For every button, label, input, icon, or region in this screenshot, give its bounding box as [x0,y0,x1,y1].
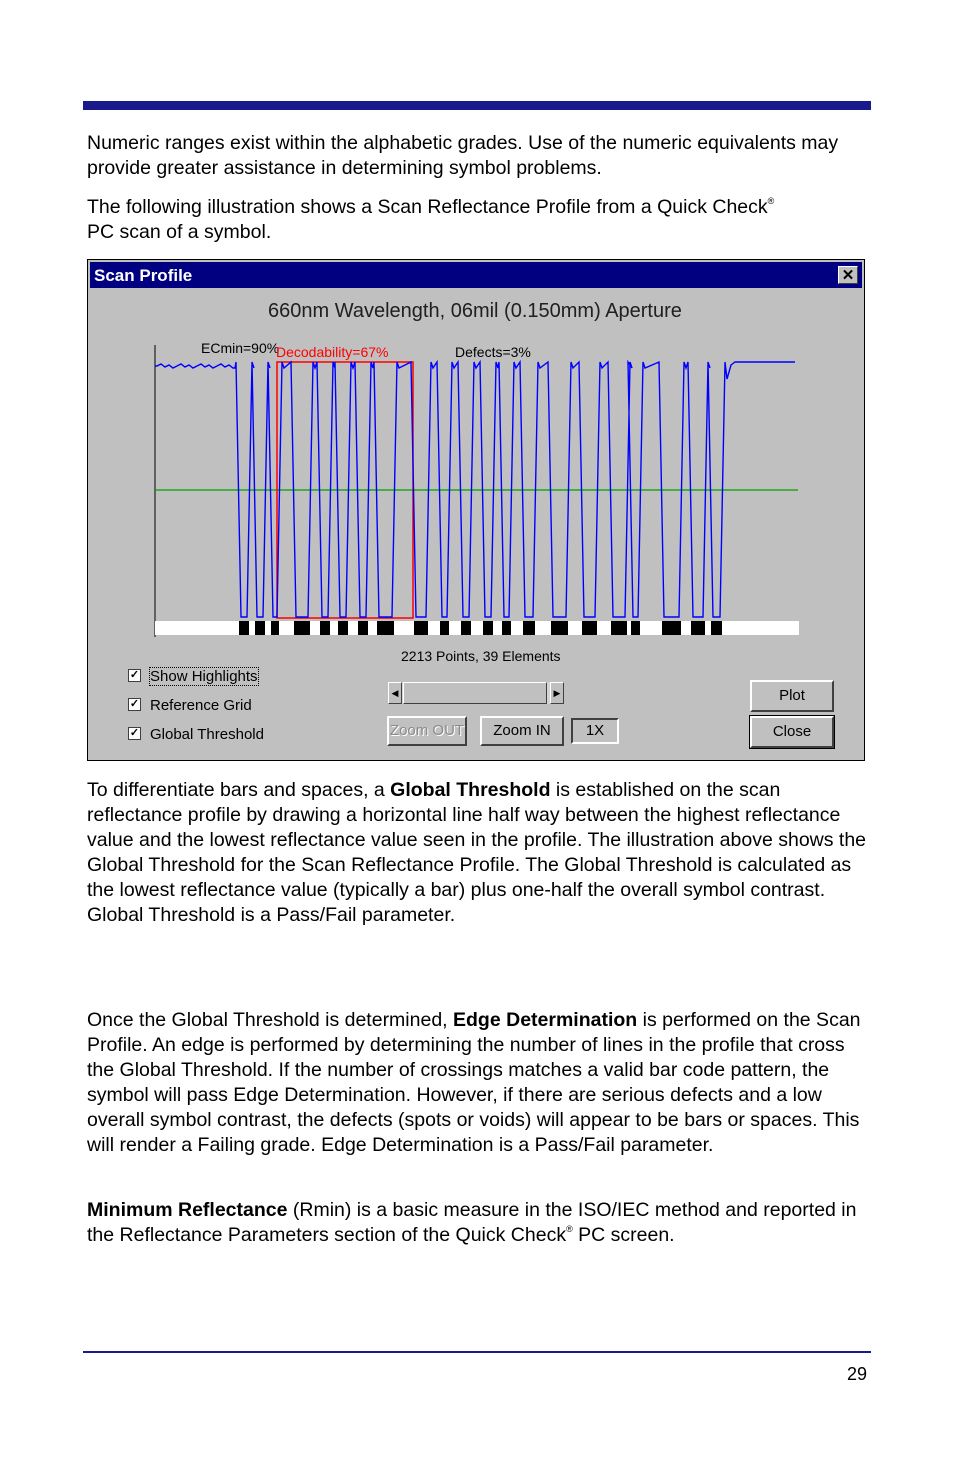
registered-mark: ® [767,196,775,206]
text-run: PC screen. [572,1224,675,1246]
text-run: is performed on the Scan Profile. An edge is performed by determining the number of lines in the profile that cross the Global Threshold. If the number of crossings matches a valid bar code pattern, the symbol will pass Edge Determination. However, if there are serious defects and a low overall symbol contrast, the defects (spots or voids) will appear to be bars or spaces. This will render a Failing grade. Edge Determination is a Pass/Fail parameter. [87,1009,861,1156]
barcode-bar [377,621,394,635]
barcode-bar [239,621,249,635]
ecmin-label: ECmin=90% [201,340,280,356]
scan-profile-window [87,259,865,761]
barcode-bar [711,621,722,635]
window-title: Scan Profile [94,266,193,285]
chart-title: 660nm Wavelength, 06mil (0.150mm) Aperture [268,300,682,322]
barcode-bar [358,621,368,635]
barcode-bar [440,621,449,635]
defects-label: Defects=3% [455,344,531,360]
zoom-level-display: 1X [571,718,619,744]
barcode-bar [551,621,568,635]
zoom-in-button[interactable]: Zoom IN [480,716,564,746]
bold-term: Edge Determination [453,1009,638,1031]
barcode-bar [461,621,471,635]
bold-term: Minimum Reflectance [87,1199,288,1221]
edge-determination-paragraph [87,1008,872,1158]
page-number: 29 [846,1364,867,1384]
barcode-bar [631,621,640,635]
text-run: Once the Global Threshold is determined, [87,1009,454,1031]
barcode-bar [483,621,493,635]
checkbox-box[interactable]: ✓ [129,727,140,739]
intro-text-b: PC scan of a symbol. [87,221,272,243]
barcode-bar [271,621,279,635]
intro-paragraph: Numeric ranges exist within the alphabetic grades. Use of the numeric equivalents may provide greater assistance in determining symbol problems. [87,132,839,179]
barcode-bar [320,621,330,635]
footer-rule [83,1351,871,1353]
barcode-bar [611,621,627,635]
barcode-bar [523,621,535,635]
barcode-bar [414,621,428,635]
bold-term: Global Threshold [390,779,551,801]
close-button[interactable]: Close [750,716,834,748]
decodability-label: Decodability=67% [276,344,389,360]
header-rule [83,101,871,110]
barcode-bar [582,621,597,635]
zoom-out-button[interactable]: Zoom OUT [387,716,467,746]
scroll-left-icon[interactable]: ◀ [388,682,402,704]
barcode-bar [662,621,681,635]
barcode-bar [502,621,511,635]
scroll-thumb[interactable] [403,682,547,704]
registered-mark: ® [566,1224,573,1234]
global-threshold-paragraph [87,778,872,928]
text-run: (Rmin) is a basic measure in the ISO/IEC method and reported in the Reflectance Parameters section of the Quick Check [87,1199,857,1246]
points-elements-label: 2213 Points, 39 Elements [401,648,561,664]
barcode-bar [691,621,705,635]
text-run: is established on the scan reflectance profile by drawing a horizontal line half way between the highest reflectance value and the lowest reflectance value seen in the profile. The illustration above shows the Global Threshold for the Scan Reflectance Profile. The Global Threshold is calculated as the lowest reflectance value (typically a bar) plus one-half the overall symbol contrast. Global Threshold is a Pass/Fail parameter. [87,779,867,926]
barcode-bar [294,621,310,635]
minimum-reflectance-paragraph [87,1198,872,1248]
barcode-bar [338,621,348,635]
checkbox-label: Reference Grid [150,697,252,714]
title-bar[interactable] [90,262,862,288]
checkbox-box[interactable]: ✓ [129,669,140,681]
scan-profile-chart [91,289,861,679]
barcode-bar [255,621,265,635]
checkbox-box[interactable]: ✓ [129,698,140,710]
scroll-right-icon[interactable]: ▶ [550,682,564,704]
barcode-strip [155,621,799,635]
text-run: To differentiate bars and spaces, a [87,779,391,801]
checkbox-label: Global Threshold [150,726,264,743]
intro-text-a: The following illustration shows a Scan Reflectance Profile from a Quick Check [87,196,768,218]
checkbox-label: Show Highlights [150,668,258,685]
close-icon[interactable]: ✕ [838,266,858,284]
plot-button[interactable]: Plot [750,680,834,712]
illustration-intro-paragraph [87,195,872,245]
horizontal-scrollbar[interactable] [388,682,564,704]
